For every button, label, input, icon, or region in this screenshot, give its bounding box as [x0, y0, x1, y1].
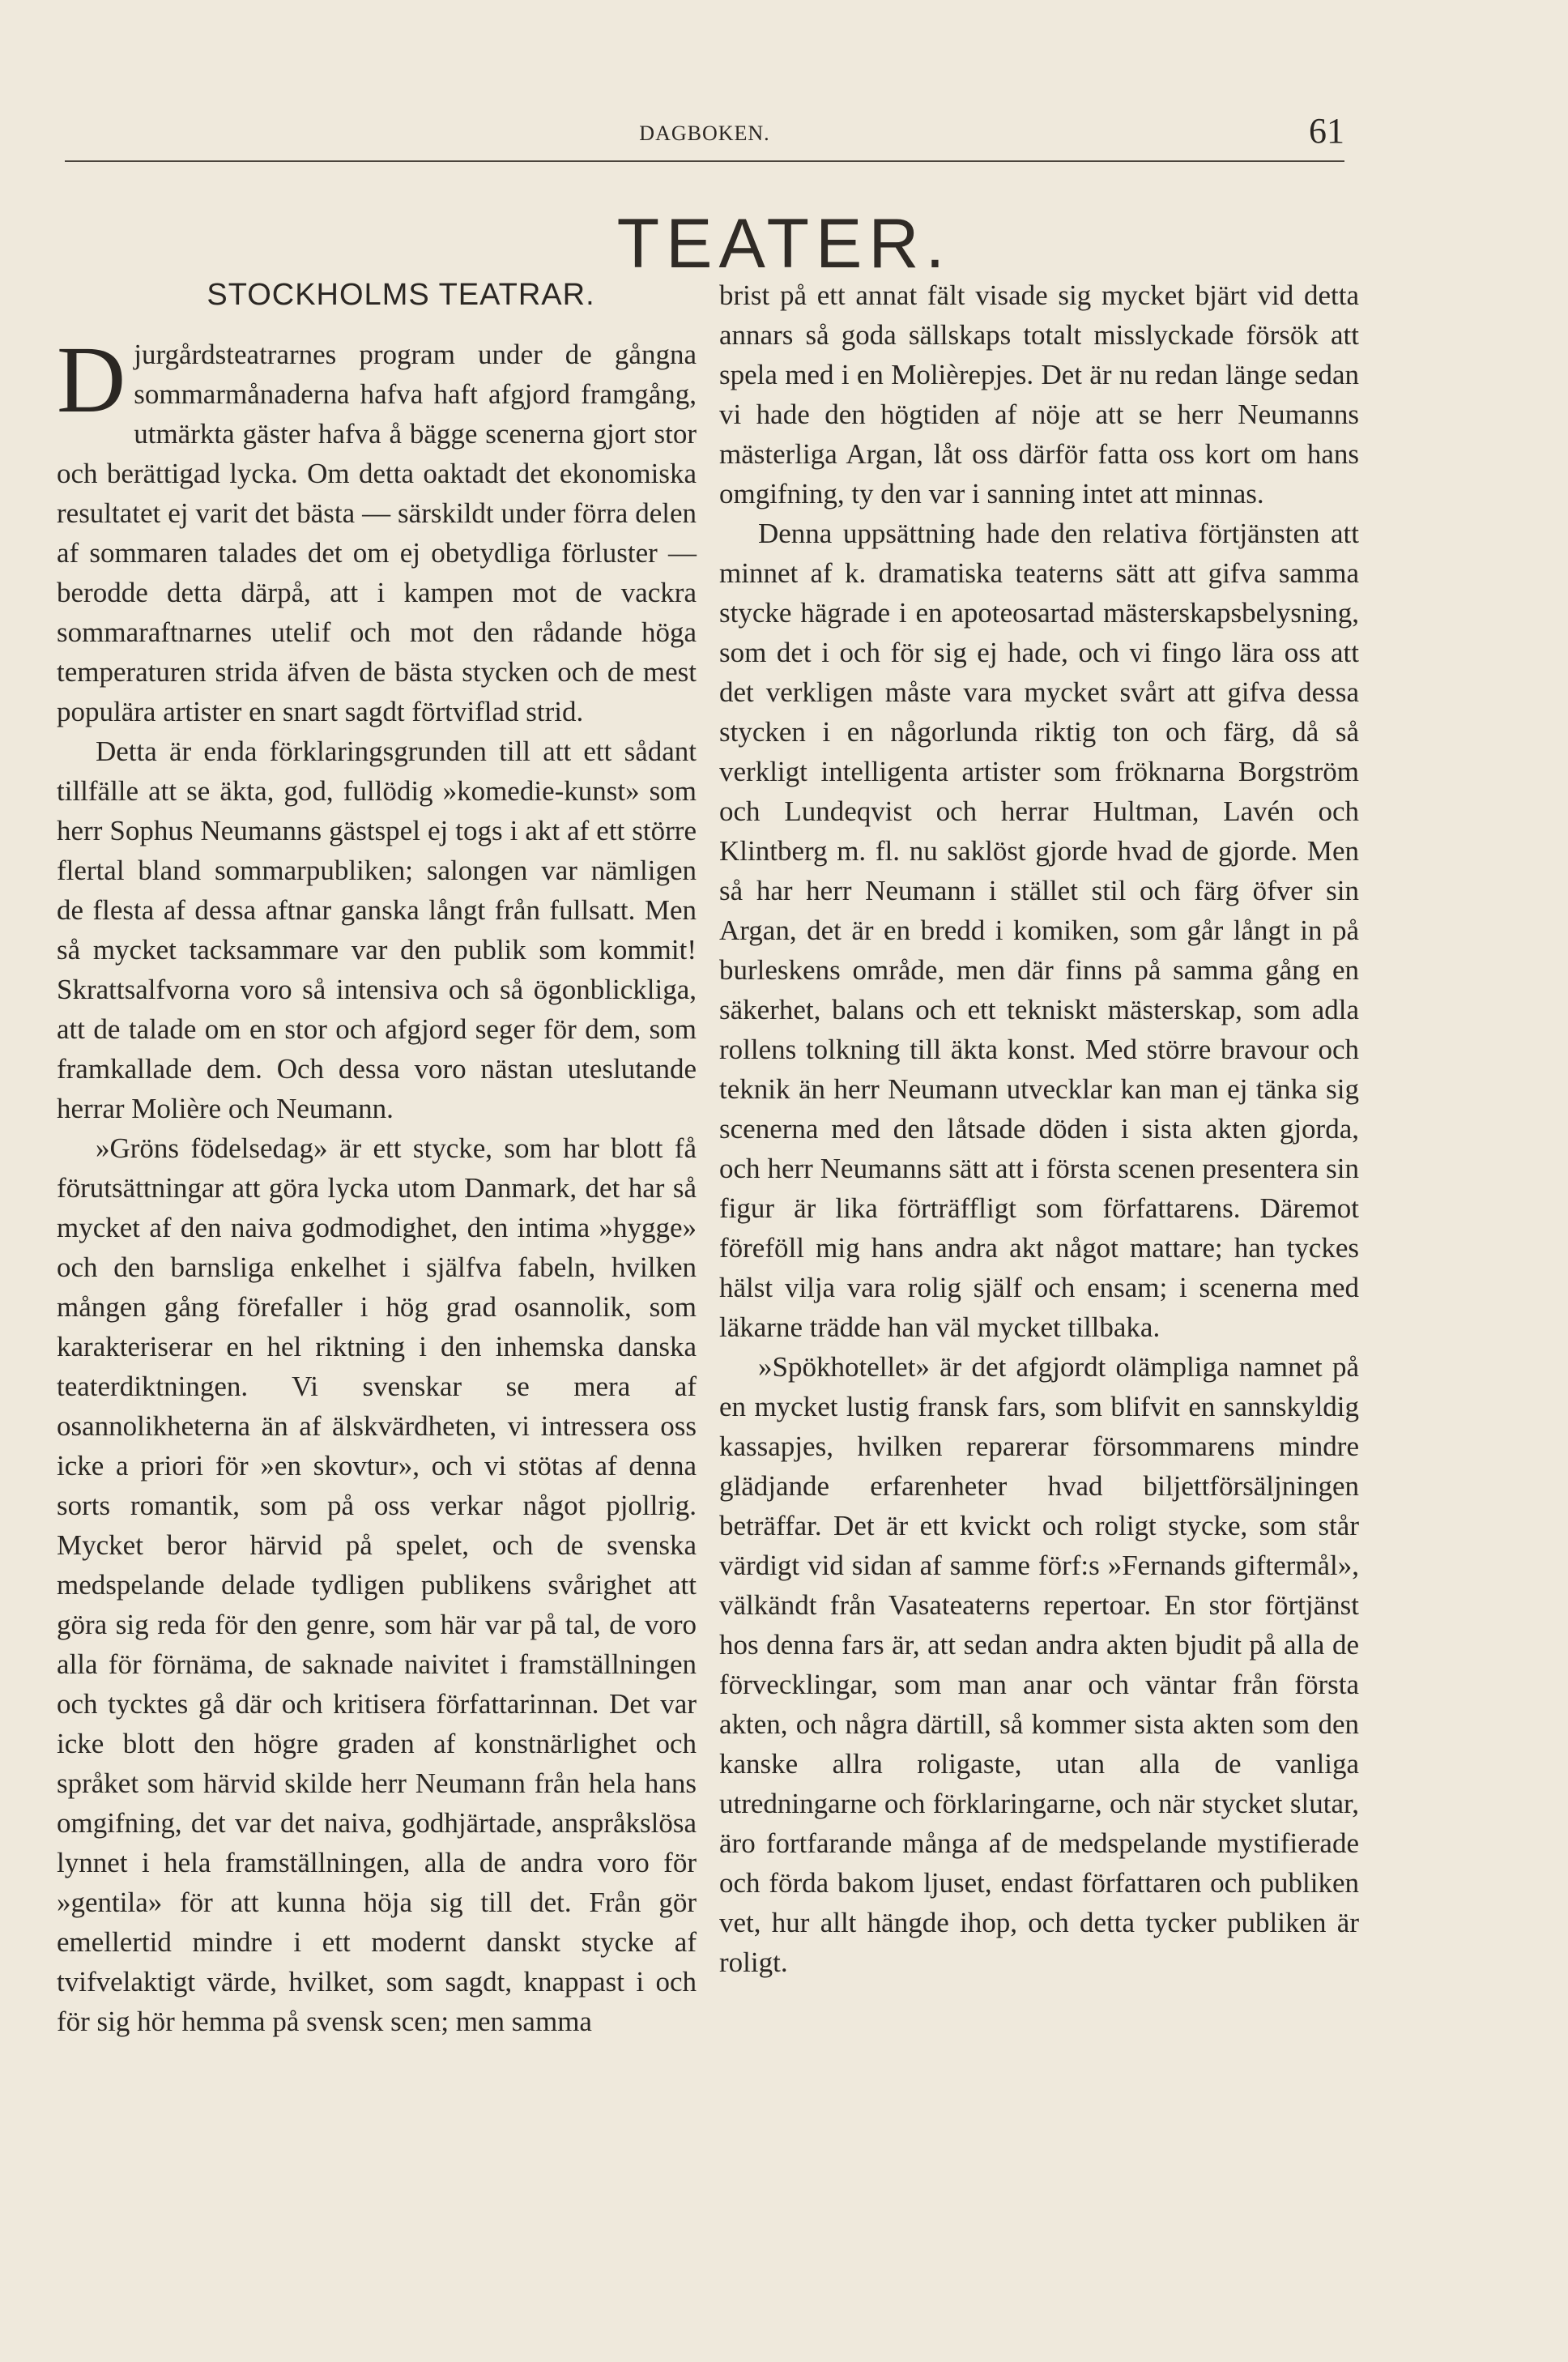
paragraph: »Gröns födelsedag» är ett stycke, som har blott få förutsättningar att göra lycka utom Danmark, det har så mycket af den naiva godmodighet, den intima »hygge» och den barnsliga enkelhet i själfva fabeln, hvilken mången gång förefaller i hög grad osannolik, som karakteriserar en hel riktning i den inhemska danska teaterdiktningen. Vi svenskar se mera af osannolikheterna än af älskvärdheten, vi intressera oss icke a priori för »en skovtur», och vi stötas af denna sorts romantik, som på oss verkar något pjollrig. Mycket beror härvid på spelet, och de svenska medspelande delade tydligen publikens svårighet att göra sig reda för den genre, som här var på tal, de voro alla för förnäma, de saknade naivitet i framställningen och tycktes gå där och kritisera författarinnan. Det var icke blott den högre graden af konstnärlighet och språket som härvid skilde herr Neumann från hela hans omgifning, det var det naiva, godhjärtade, anspråkslösa lynnet i hela framställningen, alla de andra voro för »gentila» för att kunna höja sig till det. Från gör emellertid mindre i ett modernt danskt stycke af tvifvelaktigt värde, hvilket, som sagdt, knappast i och för sig hör hemma på svensk scen; men samma: [57, 1132, 697, 2037]
paragraph: »Spökhotellet» är det afgjordt olämpliga namnet på en mycket lustig fransk fars, som blifvit en sannskyldig kassapjes, hvilken reparerar försommarens mindre glädjande erfarenheter hvad biljettförsäljningen beträffar. Det är ett kvickt och roligt stycke, som står värdigt vid sidan af samme förf:s »Fernands giftermål», välkändt från Vasateaterns repertoar. En stor förtjänst hos denna fars är, att sedan andra akten bjudit på alla de förvecklingar, som man anar och väntar från första akten, och några därtill, så kommer sista akten som den kanske allra roligaste, utan alla de vanliga utredningarne och förklaringarne, och när stycket slutar, äro fortfarande många af de medspelande mystifierade och förda bakom ljuset, endast författaren och publiken vet, hur allt hängde ihop, och detta tycker publiken är roligt.: [719, 1351, 1359, 1978]
paragraph-text: jurgårdsteatrarnes program under de gångna sommarmånaderna hafva haft afgjord framgång, utmärkta gäster hafva å bägge scenerna gjort stor och berättigad lycka. Om detta oaktadt det ekonomiska resultatet ej varit det bästa — särskildt under förra delen af sommaren talades det om ej obetydliga förluster — berodde detta därpå, att i kampen mot de vackra sommaraftnarnes utelif och mot den rådande höga temperaturen strida äfven de bästa stycken och de mest populära artister en snart sagdt förtviflad strid.: [57, 339, 697, 727]
drop-cap: D: [57, 326, 126, 433]
running-title: DAGBOKEN.: [639, 122, 770, 145]
page-number: 61: [1309, 111, 1344, 151]
header-rule: [65, 160, 1344, 162]
right-column: [719, 275, 1359, 1982]
article-subheading: STOCKHOLMS TEATRAR.: [207, 278, 595, 312]
running-head: [65, 110, 1344, 159]
paragraph: brist på ett annat fält visade sig mycket bjärt vid detta annars så goda sällskaps totalt misslyckade försök att spela med i en Molièrepjes. Det är nu redan länge sedan vi hade den högtiden af nöje att se herr Neumanns mästerliga Argan, låt oss därför fatta oss kort om hans omgifning, ty den var i sanning intet att minnas.: [719, 279, 1359, 509]
section-title: TEATER.: [616, 205, 952, 283]
left-column: [57, 275, 697, 2041]
paragraph: Denna uppsättning hade den relativa förtjänsten att minnet af k. dramatiska teaterns sätt att gifva samma stycke hägrade i en apoteosartad mästerskapsbelysning, som det i och för sig ej hade, och vi fingo lära oss att det verkligen måste vara mycket svårt att gifva dessa stycken i en någorlunda riktig ton och färg, då så verkligt intelligenta artister som fröknarna Borgström och Lundeqvist och herrar Hultman, Lavén och Klintberg m. fl. nu saklöst gjorde hvad de gjorde. Men så har herr Neumann i stället stil och färg öfver sin Argan, det är en bredd i komiken, som går långt in på burleskens område, men där finns på samma gång en säkerhet, balans och ett tekniskt mästerskap, som adla rollens tolkning till äkta konst. Med större bravour och teknik än herr Neumann utvecklar kan man ej tänka sig scenerna med den låtsade döden i sista akten gjorda, och herr Neumanns sätt att i första scenen presentera sin figur är lika förträffligt som författarens. Däremot föreföll mig hans andra akt något mattare; han tyckes hälst vilja vara rolig själf och ensam; i scenerna med läkarne trädde han väl mycket tillbaka.: [719, 518, 1359, 1343]
paragraph: [57, 326, 697, 731]
paragraph: Detta är enda förklaringsgrunden till att ett sådant tillfälle att se äkta, god, fullödig »komedie-kunst» som herr Sophus Neumanns gästspel ej togs i akt af ett större flertal bland sommarpubliken; salongen var nämligen de flesta af dessa aftnar ganska långt från fullsatt. Men så mycket tacksammare var den publik som kommit! Skrattsalfvorna voro så intensiva och så ögonblickliga, att de talade om en stor och afgjord seger för dem, som framkallade dem. Och dessa voro nästan uteslutande herrar Molière och Neumann.: [57, 735, 697, 1124]
